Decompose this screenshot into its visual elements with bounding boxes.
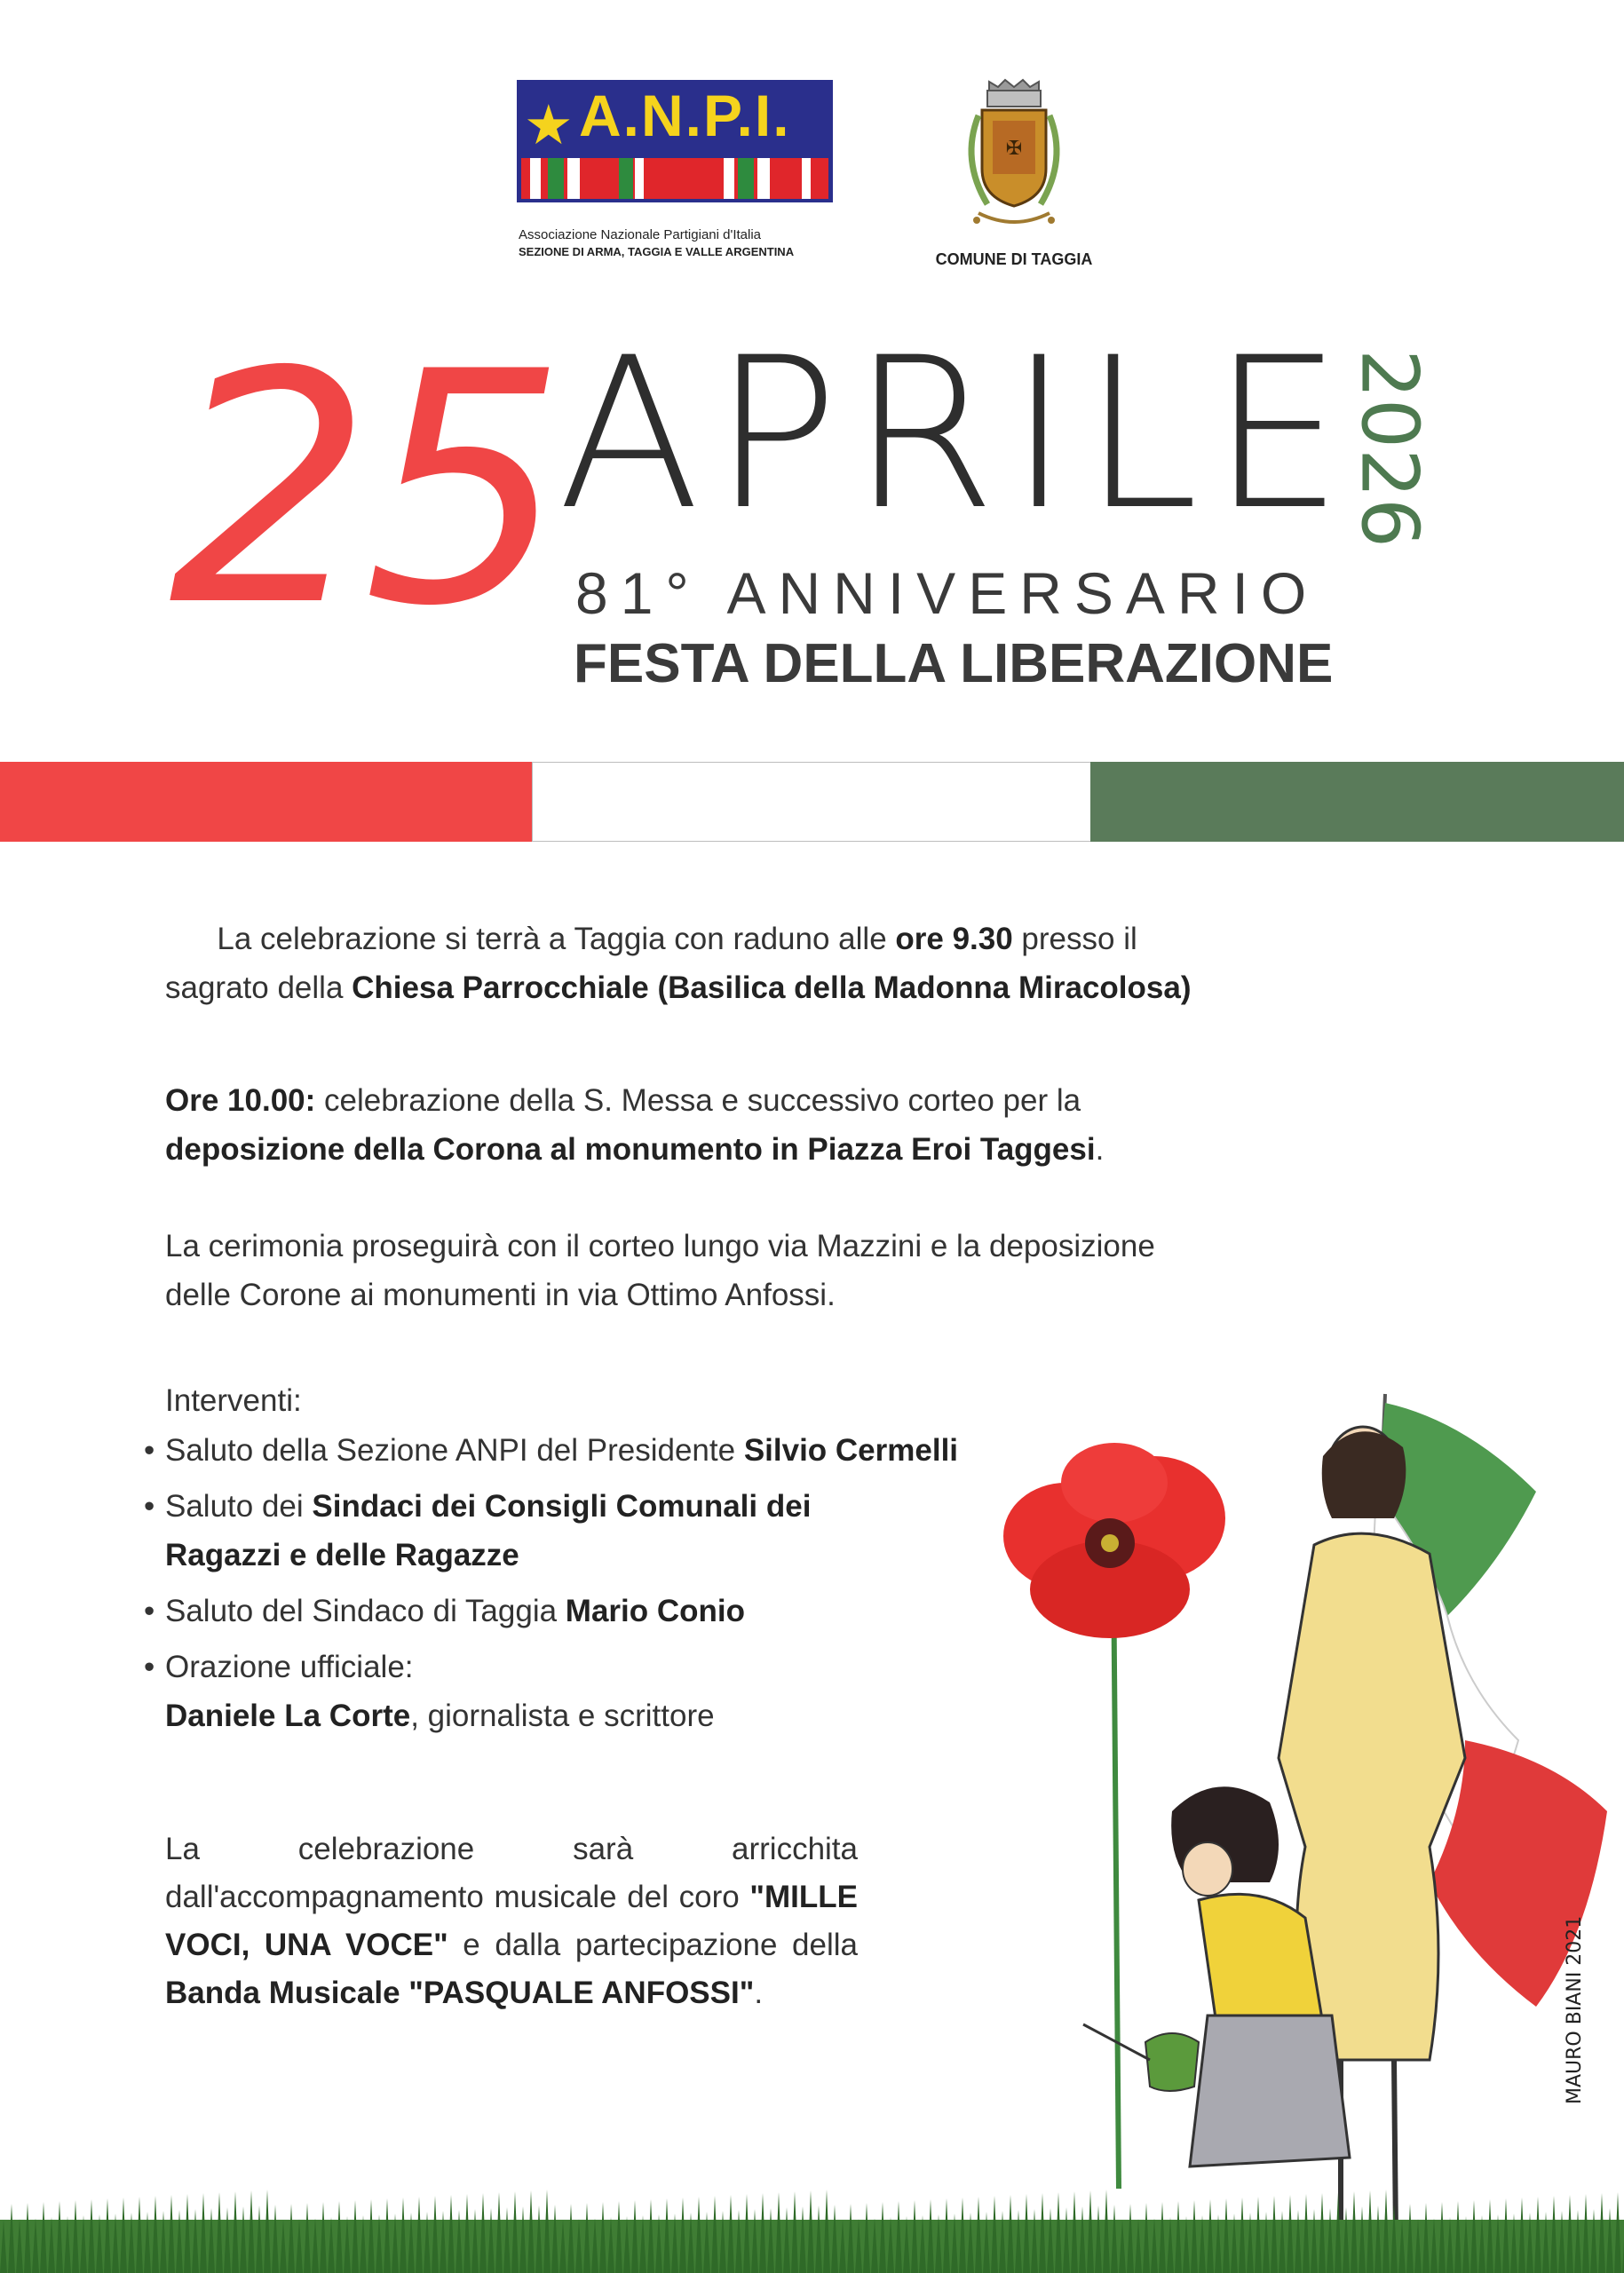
text: sagrato della [165,970,353,1005]
band-highlight: Banda Musicale "PASQUALE ANFOSSI" [165,1976,755,2010]
text: La celebrazione si terrà a Taggia con raduno alle [217,922,896,956]
comune-logo [907,80,1121,271]
grass-strip [0,2184,1624,2273]
interventi-list [142,1426,958,1747]
anpi-logo-text: A.N.P.I. [579,83,791,148]
paragraph-raduno [165,915,1191,1012]
flag-band-green [1090,762,1624,842]
text: celebrazione della S. Messa e successivo corteo per la [315,1083,1081,1118]
comune-label: COMUNE DI TAGGIA [935,250,1093,268]
poppy-icon [1003,1443,1225,1638]
name-highlight: Sindaci dei Consigli Comunali dei [312,1489,812,1524]
anpi-full-name: Associazione Nazionale Partigiani d'Italia [519,227,762,242]
bullet-icon: • [144,1489,155,1524]
text: Saluto della Sezione ANPI del Presidente [165,1433,744,1468]
anniversary-label: 81° ANNIVERSARIO [575,560,1319,626]
choir-highlight: "MILLE VOCI, UNA VOCE" [165,1880,858,1962]
interventi-heading: Interventi: [165,1383,302,1418]
text: , giornalista e scrittore [410,1699,715,1733]
festa-title: FESTA DELLA LIBERAZIONE [574,633,1334,694]
text: . [754,1976,764,2010]
location-highlight: deposizione della Corona al monumento in Piazza Eroi Taggesi [165,1132,1096,1167]
title-year-text: 2026 [1343,349,1436,548]
name-highlight: Mario Conio [565,1594,746,1628]
time-highlight: Ore 10.00: [165,1083,316,1118]
artist-signature: MAURO BIANI 2021 [1564,1915,1586,2104]
name-highlight: Daniele La Corte [165,1699,411,1733]
text: Saluto del Sindaco di Taggia [165,1594,566,1628]
paragraph-messa [165,1076,1104,1174]
watering-can-icon [1145,2033,1199,2091]
list-item [142,1587,958,1635]
flag-band-white [532,762,1092,842]
text: La cerimonia proseguirà con il corteo lungo via Mazzini e la deposizione [165,1229,1155,1263]
text: presso il [1012,922,1137,956]
text: La celebrazione sarà arricchita dall'accompagnamento musicale del coro [165,1832,858,1914]
coat-of-arms-icon [943,80,1085,240]
title-month: APRILE [558,313,1356,556]
list-item [142,1426,958,1475]
paragraph-cerimonia [165,1222,1155,1319]
name-highlight: Ragazzi e delle Ragazze [165,1538,519,1572]
anpi-section-name: SEZIONE DI ARMA, TAGGIA E VALLE ARGENTINA [519,245,795,258]
svg-text:✠: ✠ [1005,138,1023,160]
title-day: 25 [169,304,558,676]
title-year [1343,342,1436,555]
text: Saluto dei [165,1489,313,1524]
anpi-logo-banner [517,80,833,202]
time-highlight: ore 9.30 [895,922,1013,956]
anpi-logo [517,80,836,271]
text: e dalla partecipazione della [448,1928,858,1962]
list-item [142,1482,958,1580]
paragraph-musica [165,1826,858,2017]
name-highlight: Silvio Cermelli [743,1433,959,1468]
anpi-flags-icon [521,158,828,199]
poppy-stem-icon [1113,1563,1119,2189]
text: delle Corone ai monumenti in via Ottimo Anfossi. [165,1278,836,1312]
bullet-icon: • [144,1433,155,1468]
bullet-icon: • [144,1594,155,1628]
flag-band-red [0,762,532,842]
text: . [1095,1132,1105,1167]
list-item [142,1643,958,1740]
text: Orazione ufficiale: [165,1650,414,1684]
bullet-icon: • [144,1650,155,1684]
liberation-illustration [968,1385,1624,2273]
location-highlight: Chiesa Parrocchiale (Basilica della Madonna Miracolosa) [352,970,1192,1005]
star-icon: ★ [524,95,574,156]
